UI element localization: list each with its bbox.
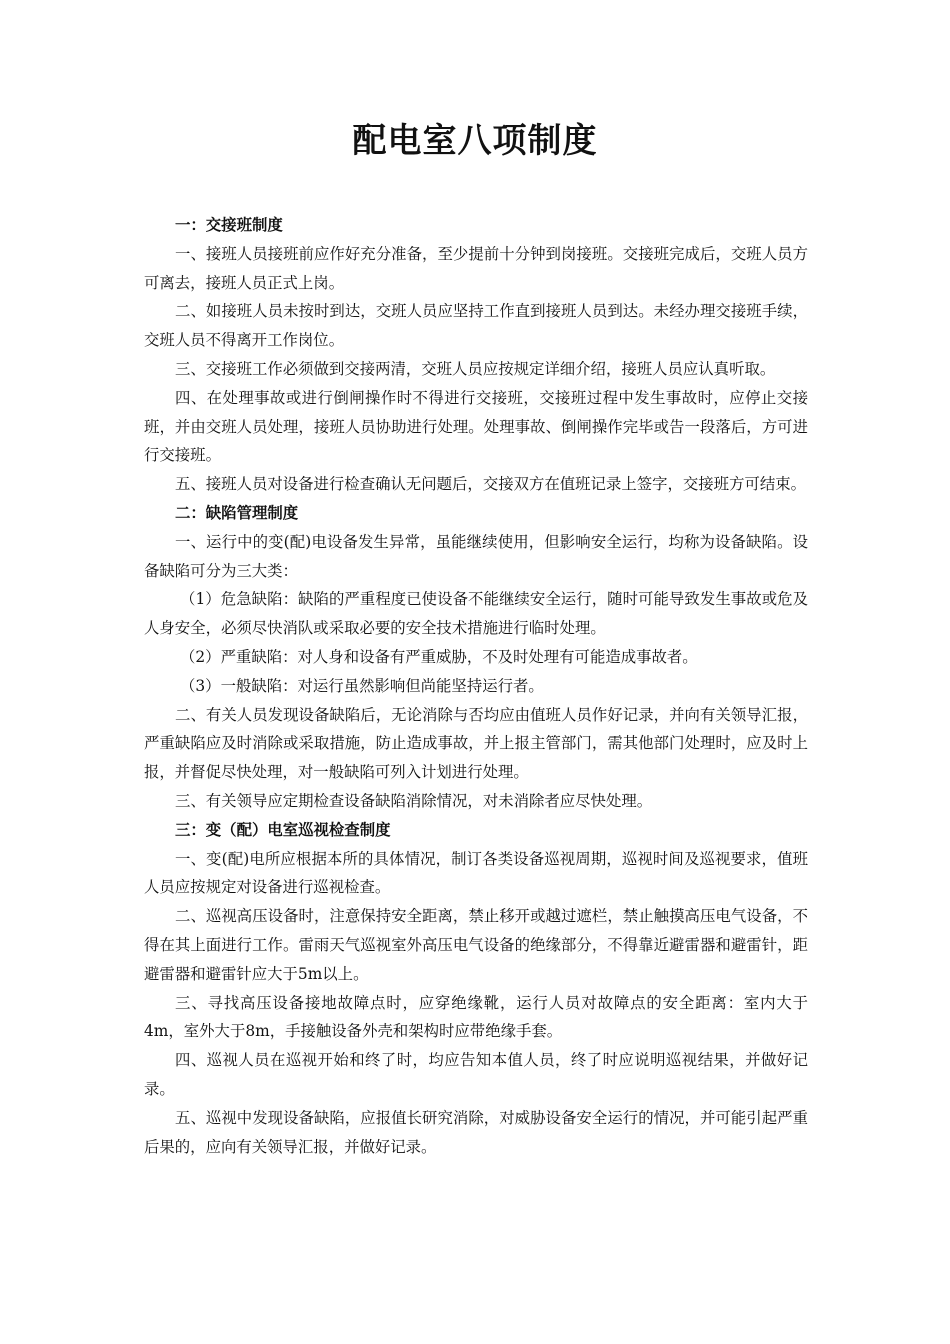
- section-heading-handover: 一：交接班制度: [175, 216, 283, 234]
- paragraph: 四、在处理事故或进行倒闸操作时不得进行交接班，交接班过程中发生事故时，应停止交接班，并由交班人员处理，接班人员协助进行处理。处理事故、倒闸操作完毕或告一段落后，方可进行交接班。: [144, 388, 808, 465]
- paragraph: 二、如接班人员未按时到达，交班人员应坚持工作直到接班人员到达。未经办理交接班手续，交班人员不得离开工作岗位。: [144, 302, 808, 350]
- section-heading-inspection: 三：变（配）电室巡视检查制度: [175, 820, 391, 839]
- paragraph: 五、接班人员对设备进行检查确认无问题后，交接双方在值班记录上签字，交接班方可结束。: [175, 475, 807, 494]
- paragraph: 三、交接班工作必须做到交接两清，交班人员应按规定详细介绍，接班人员应认真听取。: [175, 359, 776, 378]
- document-title: 配电室八项制度: [352, 121, 598, 161]
- document-body: [144, 211, 808, 1161]
- section-heading-defect-management: 二：缺陷管理制度: [175, 503, 299, 522]
- paragraph: 五、巡视中发现设备缺陷，应报值长研究消除，对威胁设备安全运行的情况，并可能引起严重后果的，应向有关领导汇报，并做好记录。: [144, 1108, 808, 1156]
- paragraph: 二、有关人员发现设备缺陷后，无论消除与否均应由值班人员作好记录，并向有关领导汇报，严重缺陷应及时消除或采取措施，防止造成事故，并上报主管部门，需其他部门处理时，应及时上报，并督促尽快处理，对一般缺陷可列入计划进行处理。: [144, 705, 808, 782]
- paragraph: 一、变(配)电所应根据本所的具体情况，制订各类设备巡视周期，巡视时间及巡视要求，值班人员应按规定对设备进行巡视检查。: [144, 849, 808, 897]
- paragraph: 三、寻找高压设备接地故障点时，应穿绝缘靴，运行人员对故障点的安全距离：室内大于4m，室外大于8m，手接触设备外壳和架构时应带绝缘手套。: [144, 993, 808, 1041]
- paragraph: 四、巡视人员在巡视开始和终了时，均应告知本值人员，终了时应说明巡视结果，并做好记录。: [144, 1051, 808, 1098]
- paragraph-defect-category: （2）严重缺陷：对人身和设备有严重威胁，不及时处理有可能造成事故者。: [180, 647, 698, 666]
- paragraph-defect-category: （1）危急缺陷：缺陷的严重程度已使设备不能继续安全运行，随时可能导致发生事故或危及人身安全，必须尽快消队或采取必要的安全技术措施进行临时处理。: [144, 590, 808, 638]
- paragraph: 三、有关领导应定期检查设备缺陷消除情况，对未消除者应尽快处理。: [175, 791, 653, 810]
- paragraph-defect-category: （3）一般缺陷：对运行虽然影响但尚能坚持运行者。: [180, 676, 544, 695]
- paragraph: 一、接班人员接班前应作好充分准备，至少提前十分钟到岗接班。交接班完成后，交班人员方可离去，接班人员正式上岗。: [144, 244, 808, 292]
- paragraph: 一、运行中的变(配)电设备发生异常，虽能继续使用，但影响安全运行，均称为设备缺陷。设备缺陷可分为三大类：: [144, 532, 808, 580]
- paragraph: 二、巡视高压设备时，注意保持安全距离，禁止移开或越过遮栏，禁止触摸高压电气设备，不得在其上面进行工作。雷雨天气巡视室外高压电气设备的绝缘部分，不得靠近避雷器和避雷针，距避雷器和避雷针应大于5m以上。: [144, 907, 808, 983]
